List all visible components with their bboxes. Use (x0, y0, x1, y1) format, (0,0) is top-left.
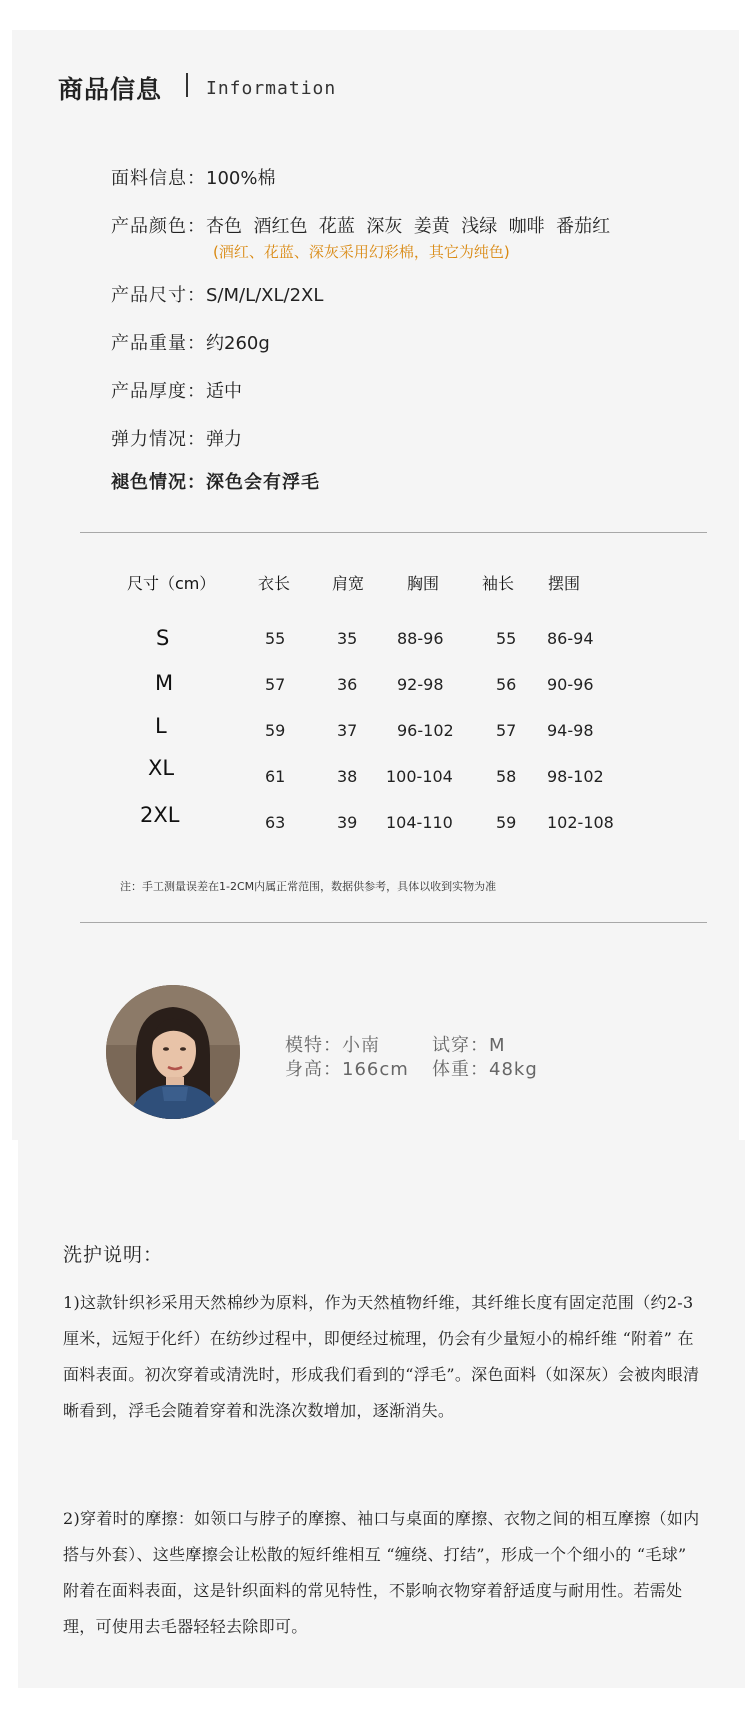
cell-chest: 96-102 (397, 721, 454, 740)
spec-colors (111, 212, 610, 238)
spec-label: 产品厚度： (111, 381, 206, 402)
care-paragraph-1: 1)这款针织衫采用天然棉纱为原料，作为天然植物纤维，其纤维长度有固定范围（约2-3厘米，远短于化纤）在纺纱过程中，即便经过梳理，仍会有少量短小的棉纤维 “附着” 在面料表面。初次穿着或清洗时，形成我们看到的“浮毛”。深色面料（如深灰）会被肉眼清晰看到，浮毛会随着穿着和洗涤次数增加，逐渐消失。 (63, 1293, 700, 1420)
model-height: 身高：166cm (285, 1059, 409, 1080)
care-paragraph-2: 2)穿着时的摩擦：如领口与脖子的摩擦、袖口与桌面的摩擦、衣物之间的相互摩擦（如内搭与外套）、这些摩擦会让松散的短纤维相互 “缠绕、打结”，形成一个个细小的 “毛球” 附着在面料表面，这是针织面料的常见特性，不影响衣物穿着舒适度与耐用性。若需处理，可使用去毛器轻轻去除即可。 (63, 1509, 700, 1636)
spec-elastic (111, 425, 242, 451)
cell-length: 59 (265, 721, 286, 740)
spec-label: 产品颜色： (111, 216, 206, 237)
spec-label: 面料信息： (111, 168, 206, 189)
cell-length: 55 (265, 629, 286, 648)
cell-sleeve: 58 (496, 767, 517, 786)
table-header-hem: 摆围 (548, 574, 581, 593)
cell-chest: 88-96 (397, 629, 444, 648)
spec-value: 约260g (206, 333, 270, 354)
size-label: S (156, 626, 170, 650)
title-divider (186, 73, 188, 97)
spec-value: 100%棉 (206, 168, 276, 189)
divider (80, 532, 707, 533)
cell-chest: 92-98 (397, 675, 444, 694)
cell-shoulder: 35 (337, 629, 358, 648)
cell-shoulder: 39 (337, 813, 358, 832)
measurement-note: 注：手工测量误差在1-2CM内属正常范围，数据供参考，具体以收到实物为准 (120, 880, 497, 893)
size-label: L (155, 714, 167, 738)
size-label: M (155, 671, 174, 695)
cell-shoulder: 36 (337, 675, 358, 694)
spec-value: S/M/L/XL/2XL (206, 285, 324, 306)
cell-shoulder: 37 (337, 721, 358, 740)
spec-label: 产品重量： (111, 333, 206, 354)
spec-fabric (111, 164, 275, 190)
section-title: 商品信息 (58, 75, 163, 104)
table-header-length: 衣长 (258, 574, 291, 593)
model-tried-size: 试穿：M (432, 1035, 506, 1056)
cell-length: 63 (265, 813, 286, 832)
section-subtitle: Information (206, 78, 337, 99)
table-header-sleeve: 袖长 (482, 574, 515, 593)
colors-note: (酒红、花蓝、深灰采用幻彩棉，其它为纯色) (213, 243, 510, 261)
spec-label: 产品尺寸： (111, 285, 206, 306)
cell-sleeve: 55 (496, 629, 517, 648)
spec-fade (111, 468, 320, 494)
cell-sleeve: 59 (496, 813, 517, 832)
model-weight: 体重：48kg (432, 1059, 538, 1080)
product-info-panel (12, 30, 739, 1140)
size-label: XL (148, 756, 175, 780)
cell-hem: 94-98 (547, 721, 594, 740)
cell-length: 57 (265, 675, 286, 694)
spec-value: 适中 (206, 381, 242, 402)
cell-length: 61 (265, 767, 286, 786)
care-title: 洗护说明： (63, 1244, 164, 1266)
cell-hem: 102-108 (547, 813, 614, 832)
table-header-size: 尺寸（cm） (127, 574, 216, 593)
cell-hem: 98-102 (547, 767, 604, 786)
spec-label: 褪色情况： (111, 472, 206, 493)
model-avatar (106, 985, 240, 1119)
cell-chest: 104-110 (386, 813, 453, 832)
cell-sleeve: 57 (496, 721, 517, 740)
spec-value: 深色会有浮毛 (206, 472, 320, 493)
cell-hem: 86-94 (547, 629, 594, 648)
table-header-shoulder: 肩宽 (332, 574, 365, 593)
cell-shoulder: 38 (337, 767, 358, 786)
spec-weight (111, 329, 270, 355)
spec-sizes (111, 281, 323, 307)
cell-chest: 100-104 (386, 767, 453, 786)
spec-value: 杏色 酒红色 花蓝 深灰 姜黄 浅绿 咖啡 番茄红 (206, 216, 611, 237)
table-header-chest: 胸围 (407, 574, 440, 593)
cell-hem: 90-96 (547, 675, 594, 694)
divider (80, 922, 707, 923)
spec-value: 弹力 (206, 429, 242, 450)
cell-sleeve: 56 (496, 675, 517, 694)
spec-thickness (111, 377, 242, 403)
model-name: 模特：小南 (285, 1035, 380, 1056)
size-label: 2XL (140, 803, 180, 827)
spec-label: 弹力情况： (111, 429, 206, 450)
